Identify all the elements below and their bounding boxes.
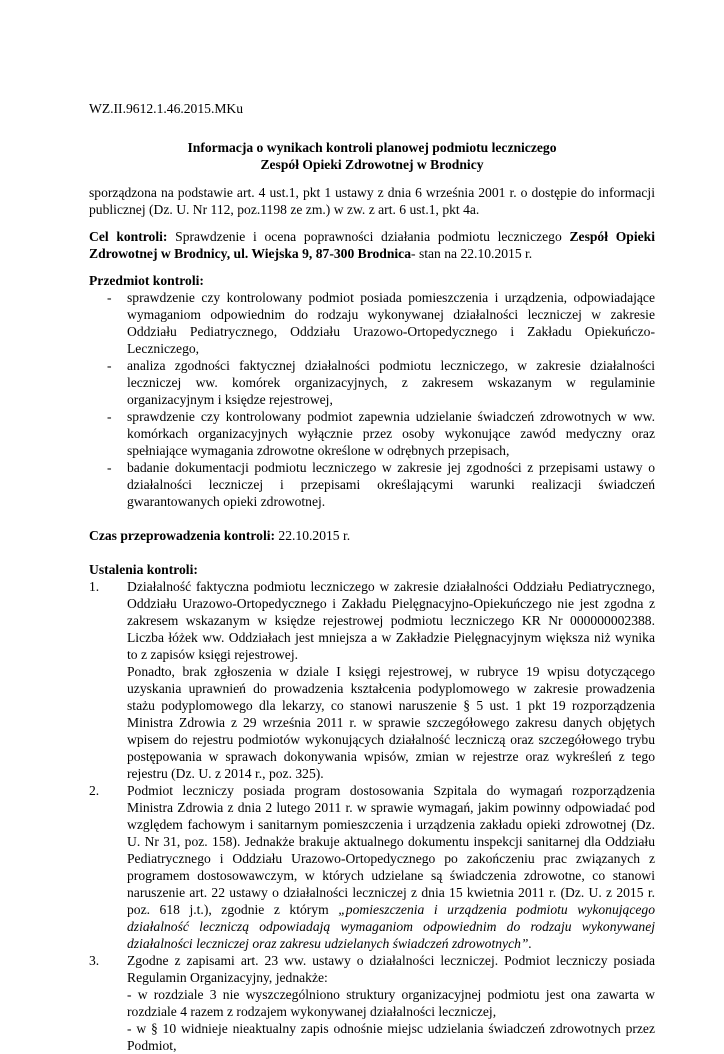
finding-2-text: Podmiot leczniczy posiada program dostosowania Szpitala do wymagań rozporządzenia Ministra Zdrowia z dnia 2 lutego 2011 r. w sprawie wymagań, jakim powinny odpowiadać pod względem fachowym i sanitarnym pomieszczenia i urządzenia zakładu opieki zdrowotnej (Dz. U. Nr 31, poz. 158). Jednakże brakuje aktualnego dokumentu inspekcji sanitarnej dla Oddziału Pediatrycznego i Oddziału Urazowo-Ortopedycznego po zakończeniu prac związanych z programem dostosowawczym, w których udzielane są świadczenia zdrowotne, co stanowi naruszenie art. 22 ustawy o działalności leczniczej z dnia 15 kwietnia 2011 r. (Dz. U. z 2015 r. poz. 618 j.t.), zgodnie z którym [127,783,655,917]
goal-paragraph [89,228,655,262]
subject-item-text: sprawdzenie czy kontrolowany podmiot posiada pomieszczenia i urządzenia, odpowiadające wymaganiom odpowiednim do rodzaju wykonywanej działalności leczniczej w zakresie Oddziału Pediatrycznego, Oddziału Urazowo-Ortopedycznego i Zakładu Opiekuńczo-Leczniczego, [127,290,655,356]
title-line-1: Informacja o wynikach kontroli planowej podmiotu leczniczego [187,140,557,155]
finding-item-1 [89,578,655,782]
dash-marker: - [107,460,112,475]
finding-item-3 [89,952,655,1054]
goal-label: Cel kontroli: [89,229,168,244]
subject-item-text: badanie dokumentacji podmiotu leczniczego w zakresie jej zgodności z przepisami ustawy o działalności leczniczej i przepisami określającymi warunki realizacji świadczeń gwarantowanych opieki zdrowotnej. [127,460,655,509]
subject-label: Przedmiot kontroli: [89,273,204,288]
subject-list [89,289,655,510]
finding-3-paragraph-2: - w rozdziale 3 nie wyszczególniono struktury organizacyjnej podmiotu jest ona zawarta w rozdziale 4 razem z rodzajem wykonywanej działalności leczniczej, [127,987,655,1019]
dash-marker: - [107,409,112,424]
finding-1-paragraph-1: Działalność faktyczna podmiotu leczniczego w zakresie działalności Oddziału Pediatrycznego, Oddziału Urazowo-Ortopedycznego i Zakładu Pielęgnacyjno-Opiekuńczego nie jest zgodna z zakresem wskazanym w księdze rejestrowej podmiotu leczniczego KR Nr 000000002388. Liczba łóżek ww. Oddziałach jest mniejsza a w Zakładzie Pielęgnacyjnym większa niż wynika to z zapisów księgi rejestrowej. [127,579,655,662]
goal-text-1: Sprawdzenie i ocena poprawności działania podmiotu leczniczego [167,229,570,244]
finding-3-paragraph-1: Zgodne z zapisami art. 23 ww. ustawy o działalności leczniczej. Podmiot leczniczy posiada Regulamin Organizacyjny, jednakże: [127,953,655,985]
finding-number: 2. [89,783,100,798]
goal-entity: Zespół Opieki Zdrowotnej w Brodnicy, ul. Wiejska 9, 87-300 Brodnica [89,229,655,261]
subject-item [89,408,655,459]
findings-label: Ustalenia kontroli: [89,562,198,577]
finding-2-paragraph [127,782,655,952]
document-title [89,139,655,173]
subject-heading [89,272,655,289]
subject-item [89,289,655,357]
goal-text-2: - stan na 22.10.2015 r. [411,246,533,261]
finding-number: 3. [89,953,100,968]
dash-marker: - [107,290,112,305]
dash-marker: - [107,358,112,373]
findings-heading [89,561,655,578]
finding-number: 1. [89,579,100,594]
finding-2-quote: „pomieszczenia i urządzenia podmiotu wykonującego działalność leczniczą odpowiadają wymaganiom odpowiednim do rodzaju wykonywanej działalności leczniczej oraz zakresu udzielanych świadczeń zdrowotnych”. [127,902,655,951]
subject-item-text: analiza zgodności faktycznej działalności podmiotu leczniczego, w zakresie działalności leczniczej ww. komórek organizacyjnych, z zakresem wskazanym w regulaminie organizacyjnym i księdze rejestrowej, [127,358,655,407]
finding-1-paragraph-2: Ponadto, brak zgłoszenia w dziale I księgi rejestrowej, w rubryce 19 wpisu dotyczącego uzyskania uprawnień do prowadzenia kształcenia podyplomowego w zakresie prowadzenia stażu podyplomowego dla lekarzy, co stanowi naruszenie § 5 ust. 1 pkt 19 rozporządzenia Ministra Zdrowia z 29 września 2011 r. w sprawie szczegółowego zakresu danych objętych wpisem do rejestru podmiotów wykonujących działalność leczniczą oraz szczegółowego trybu postępowania w sprawach dokonywania wpisów, zmian w rejestrze oraz wykreśleń z tego rejestru (Dz. U. z 2014 r., poz. 325). [127,664,655,781]
subject-item [89,357,655,408]
finding-3-paragraph-3: - w § 10 widnieje nieaktualny zapis odnośnie miejsc udzielania świadczeń zdrowotnych przez Podmiot, [127,1021,655,1053]
title-line-2: Zespół Opieki Zdrowotnej w Brodnicy [260,157,484,172]
findings-list [89,578,655,1054]
duration-label: Czas przeprowadzenia kontroli: [89,528,276,543]
subject-item-text: sprawdzenie czy kontrolowany podmiot zapewnia udzielanie świadczeń zdrowotnych w ww. komórkach organizacyjnych wyłącznie przez osoby wykonujące zawód medyczny oraz spełniające wymagania zdrowotne określone w odrębnych przepisach, [127,409,655,458]
duration-paragraph [89,527,655,544]
duration-value: 22.10.2015 r. [275,528,351,543]
document-body [89,184,655,1054]
intro-paragraph: sporządzona na podstawie art. 4 ust.1, pkt 1 ustawy z dnia 6 września 2001 r. o dostępie do informacji publicznej (Dz. U. Nr 112, poz.1198 ze zm.) w zw. z art. 6 ust.1, pkt 4a. [89,185,655,217]
finding-item-2 [89,782,655,952]
document-reference: WZ.II.9612.1.46.2015.MKu [89,101,244,116]
subject-item [89,459,655,510]
